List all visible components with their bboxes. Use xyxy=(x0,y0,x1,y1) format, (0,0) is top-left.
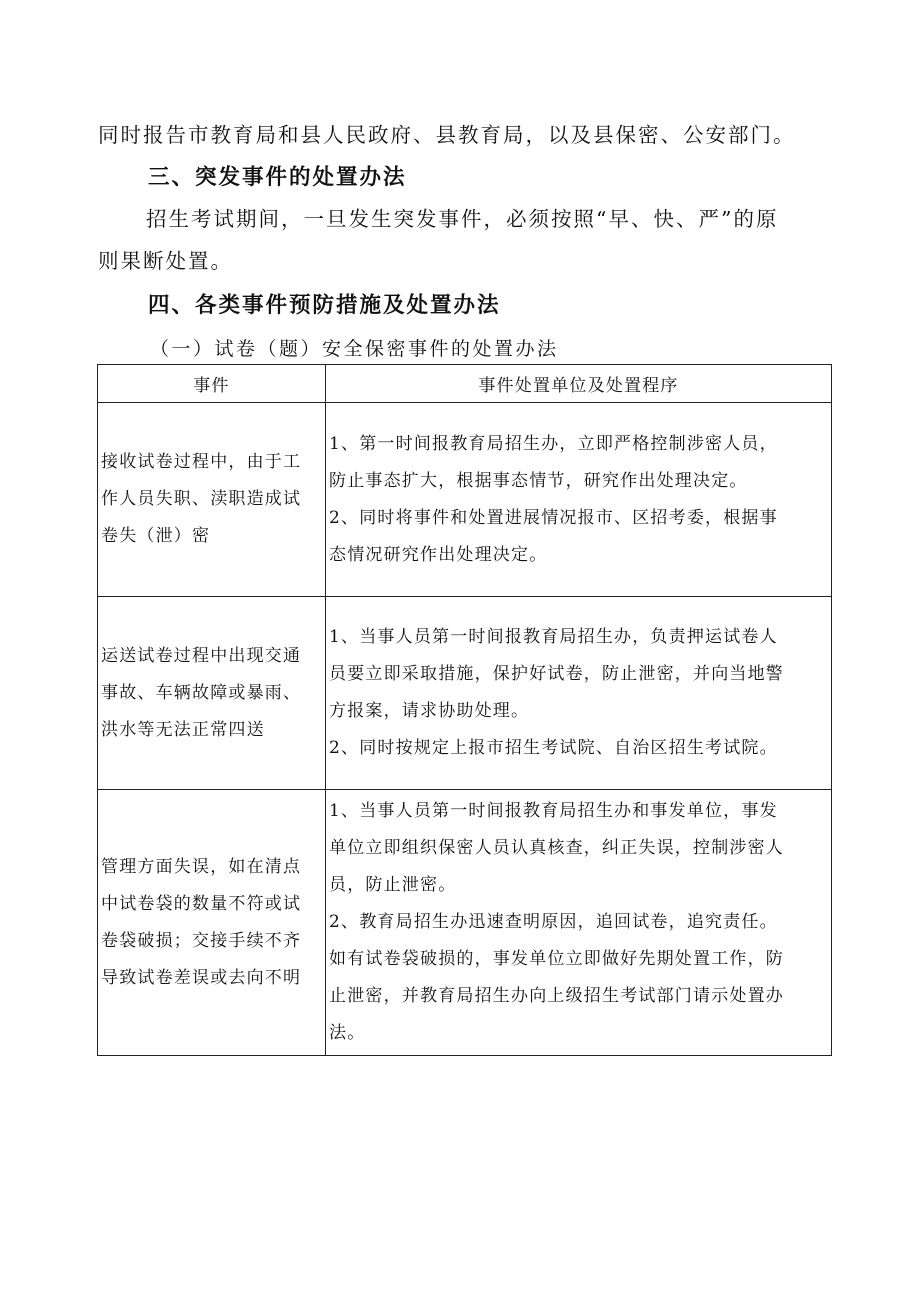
procedure-line: 法。 xyxy=(329,1023,366,1043)
event-cell xyxy=(98,790,326,1056)
section4-heading: 四、各类事件预防措施及处置办法 xyxy=(148,293,501,318)
procedure-line: 防止事态扩大，根据事态情节，研究作出处理决定。 xyxy=(329,470,748,491)
intro-line: 同时报告市教育局和县人民政府、县教育局，以及县保密、公安部门。 xyxy=(98,123,796,147)
table-row xyxy=(98,790,832,1056)
section3-heading: 三、突发事件的处置办法 xyxy=(148,165,407,190)
procedure-line: 止泄密，并教育局招生办向上级招生考试部门请示处置办 xyxy=(329,986,784,1006)
procedure-line: 单位立即组织保密人员认真核查，纠正失误，控制涉密人 xyxy=(329,838,784,858)
event-line: 事故、车辆故障或暴雨、 xyxy=(101,682,302,703)
event-line: 作人员失职、渎职造成试 xyxy=(101,489,302,509)
event-line: 卷袋破损；交接手续不齐 xyxy=(101,930,302,951)
procedure-line: 员，防止泄密。 xyxy=(329,875,457,895)
event-line: 接收试卷过程中，由于工 xyxy=(101,452,302,472)
event-line: 运送试卷过程中出现交通 xyxy=(101,645,302,666)
procedure-line: 1、第一时间报教育局招生办，立即严格控制涉密人员， xyxy=(329,433,778,454)
procedure-cell xyxy=(326,597,832,790)
header-procedure: 事件处置单位及处置程序 xyxy=(326,365,832,403)
table-header-row xyxy=(98,365,832,403)
section3-paragraph-line1: 招生考试期间，一旦发生突发事件，必须按照“早、快、严”的原 xyxy=(146,207,779,231)
procedure-line: 2、同时将事件和处置进展情况报市、区招考委，根据事 xyxy=(329,507,778,528)
procedure-line: 2、同时按规定上报市招生考试院、自治区招生考试院。 xyxy=(329,738,778,758)
procedure-cell xyxy=(326,403,832,597)
event-line: 管理方面失误，如在清点 xyxy=(101,856,302,877)
section3-paragraph-line2: 则果断处置。 xyxy=(98,249,233,273)
procedure-line: 1、当事人员第一时间报教育局招生办和事发单位，事发 xyxy=(329,801,778,821)
event-line: 卷失（泄）密 xyxy=(101,526,211,546)
procedure-line: 态情况研究作出处理决定。 xyxy=(329,544,548,565)
event-line: 洪水等无法正常四送 xyxy=(101,719,265,740)
event-cell xyxy=(98,597,326,790)
procedure-line: 方报案，请求协助处理。 xyxy=(329,701,530,721)
event-cell xyxy=(98,403,326,597)
event-line: 中试卷袋的数量不符或试 xyxy=(101,893,302,914)
procedure-line: 2、教育局招生办迅速查明原因，追回试卷，追究责任。 xyxy=(329,912,778,932)
table-row xyxy=(98,597,832,790)
procedure-line: 1、当事人员第一时间报教育局招生办，负责押运试卷人 xyxy=(329,627,778,647)
section4-subheading: （一）试卷（题）安全保密事件的处置办法 xyxy=(150,338,559,360)
procedure-cell xyxy=(326,790,832,1056)
incident-table xyxy=(97,364,832,1056)
event-line: 导致试卷差误或去向不明 xyxy=(101,967,302,988)
table-row xyxy=(98,403,832,597)
header-event: 事件 xyxy=(98,365,326,403)
procedure-line: 员要立即采取措施，保护好试卷，防止泄密，并向当地警 xyxy=(329,664,784,684)
procedure-line: 如有试卷袋破损的，事发单位立即做好先期处置工作，防 xyxy=(329,949,784,969)
